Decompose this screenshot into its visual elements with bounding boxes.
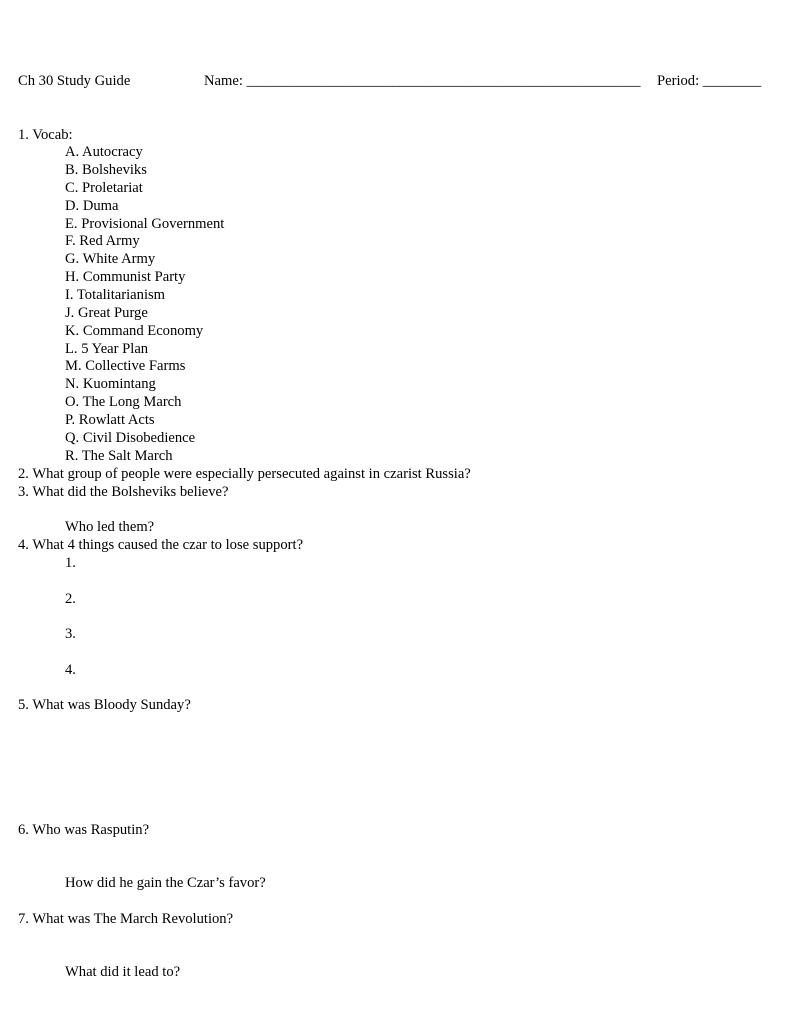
vocab-item: I. Totalitarianism <box>65 287 166 303</box>
vocab-item: G. White Army <box>65 251 156 267</box>
answer-number: 3. <box>65 626 76 642</box>
question-6-followup: How did he gain the Czar’s favor? <box>65 875 266 891</box>
answer-number: 1. <box>65 555 76 571</box>
vocab-item: F. Red Army <box>65 233 140 249</box>
vocab-item: K. Command Economy <box>65 323 204 339</box>
vocab-item: D. Duma <box>65 198 119 214</box>
vocab-item: H. Communist Party <box>65 269 186 285</box>
vocab-item: E. Provisional Government <box>65 216 225 232</box>
vocab-item: J. Great Purge <box>65 305 148 321</box>
answer-number: 2. <box>65 591 76 607</box>
vocab-item: Q. Civil Disobedience <box>65 430 196 446</box>
page-title: Ch 30 Study Guide <box>18 73 131 89</box>
period-field-label: Period: ________ <box>657 73 762 89</box>
vocab-item: P. Rowlatt Acts <box>65 412 155 428</box>
vocab-item: L. 5 Year Plan <box>65 341 149 357</box>
vocab-item: M. Collective Farms <box>65 358 186 374</box>
question-6: 6. Who was Rasputin? <box>18 822 150 838</box>
question-3: 3. What did the Bolsheviks believe? <box>18 484 229 500</box>
vocab-item: A. Autocracy <box>65 144 143 160</box>
question-7-followup: What did it lead to? <box>65 964 181 980</box>
vocab-item: B. Bolsheviks <box>65 162 147 178</box>
question-5: 5. What was Bloody Sunday? <box>18 697 191 713</box>
question-3-followup: Who led them? <box>65 519 155 535</box>
name-field-label: Name: ______________________________________________________ <box>204 73 641 89</box>
question-7: 7. What was The March Revolution? <box>18 911 234 927</box>
vocab-item: R. The Salt March <box>65 448 173 464</box>
vocab-item: C. Proletariat <box>65 180 143 196</box>
vocab-item: N. Kuomintang <box>65 376 156 392</box>
answer-number: 4. <box>65 662 76 678</box>
question-2: 2. What group of people were especially persecuted against in czarist Russia? <box>18 466 471 482</box>
vocab-item: O. The Long March <box>65 394 182 410</box>
question-4: 4. What 4 things caused the czar to lose support? <box>18 537 304 553</box>
question-1: 1. Vocab: <box>18 127 73 143</box>
